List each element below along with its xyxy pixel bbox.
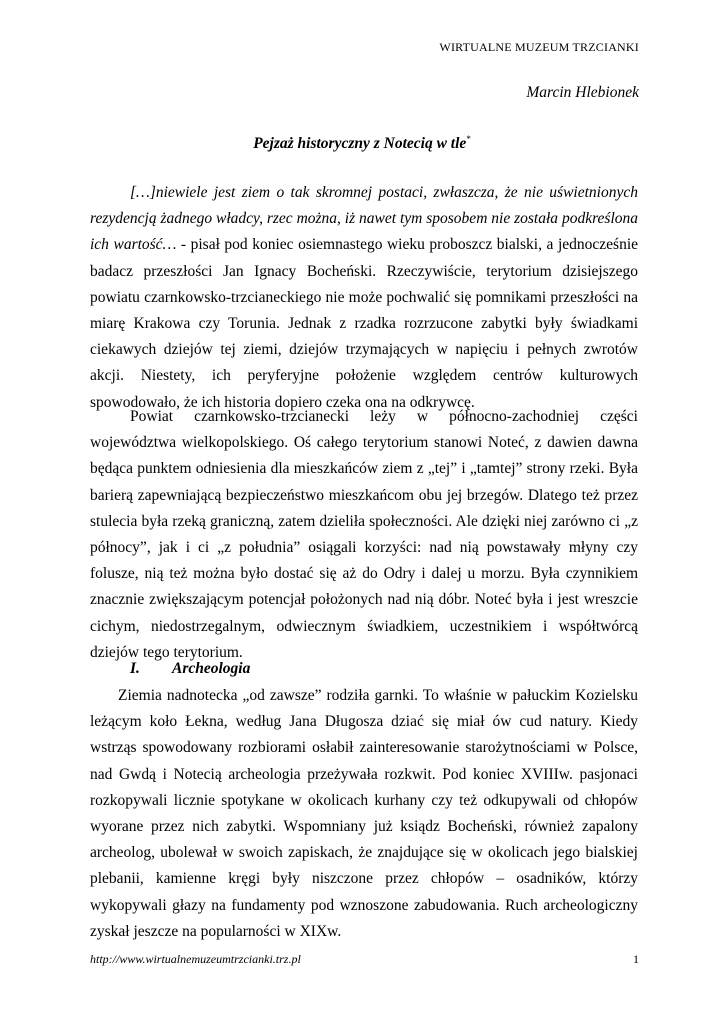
page-number: 1 <box>633 952 639 966</box>
title-text: Pejzaż historyczny z Notecią w tle <box>253 135 467 153</box>
document-title <box>0 134 724 153</box>
geography-text: Powiat czarnkowsko-trzcianecki leży w północno-zachodniej części województwa wielkopolskiego. Oś całego terytorium stanowi Noteć, z dawien dawna będąca punktem odniesienia dla mieszkańców ziem z „tej” i „tamtej” strony rzeki. Była barierą zapewniającą bezpieczeństwo mieszkańcom obu jej brzegów. Dlatego też przez stulecia była rzeką graniczną, zatem dzieliła społeczności. Ale dzięki niej zarówno ci „z północy”, jak i ci „z południa” osiągali korzyści: nad nią powstawały młyny czy folusze, nią też można było dostać się aż do Odry i dalej u morzu. Była czynnikiem znacznie zwiększającym potencjał położonych nad nią dóbr. Noteć była i jest wreszcie cichym, niedostrzegalnym, odwiecznym świadkiem, uczestnikiem i współtwórcą dziejów tego terytorium. <box>90 408 638 661</box>
opening-quote: […]niewiele jest ziem o tak skromnej postaci, zwłaszcza, że nie uświetnionych rezydencją żadnego władcy, rzec można, iż nawet tym sposobem nie została podkreślona ich wartość… <box>90 184 638 254</box>
section-title: Archeologia <box>172 660 251 677</box>
paragraph-intro <box>90 180 638 416</box>
section-number: I. <box>130 660 140 677</box>
paragraph-geography <box>90 404 638 666</box>
running-header: WIRTUALNE MUZEUM TRZCIANKI <box>439 40 639 54</box>
paragraph-archeology <box>90 683 638 945</box>
footer-url[interactable]: http://www.wirtualnemuzeumtrzcianki.trz.pl <box>90 952 301 966</box>
title-footnote-mark: * <box>466 134 471 144</box>
section-heading <box>130 660 250 678</box>
archeology-text: Ziemia nadnotecka „od zawsze” rodziła garnki. To właśnie w pałuckim Kozielsku leżącym koło Łekna, według Jana Długosza dziać się miał ów cud natury. Kiedy wstrząs spowodowany rozbiorami osłabił zainteresowanie starożytnościami w Polsce, nad Gwdą i Notecią archeologia przeżywała rozkwit. Pod koniec XVIIIw. pasjonaci rozkopywali licznie spotykane w okolicach kurhany czy też odkupywali od chłopów wyorane przez nich zabytki. Wspomniany już ksiądz Bocheński, również zapalony archeolog, ubolewał w swoich zapiskach, że znajdujące się w okolicach jego bialskiej plebanii, kamienne kręgi były niszczone przez chłopów – osadników, którzy wykopywali głazy na fundamenty pod wznoszone zabudowania. Ruch archeologiczny zyskał jeszcze na popularności w XIXw. <box>90 687 638 940</box>
author-name: Marcin Hlebionek <box>526 84 639 101</box>
intro-text: - pisał pod koniec osiemnastego wieku proboszcz bialski, a jednocześnie badacz przeszłości Jan Ignacy Bocheński. Rzeczywiście, terytorium dzisiejszego powiatu czarnkowsko-trzcianeckiego nie może pochwalić się pomnikami przeszłości na miarę Krakowa czy Torunia. Jednak z rzadka rozrzucone zabytki były świadkami ciekawych dziejów tej ziemi, dziejów trzymających w napięciu i pełnych zwrotów akcji. Niestety, ich peryferyjne położenie względem centrów kulturowych spowodowało, że ich historia dopiero czeka ona na odkrywcę. <box>90 236 638 411</box>
